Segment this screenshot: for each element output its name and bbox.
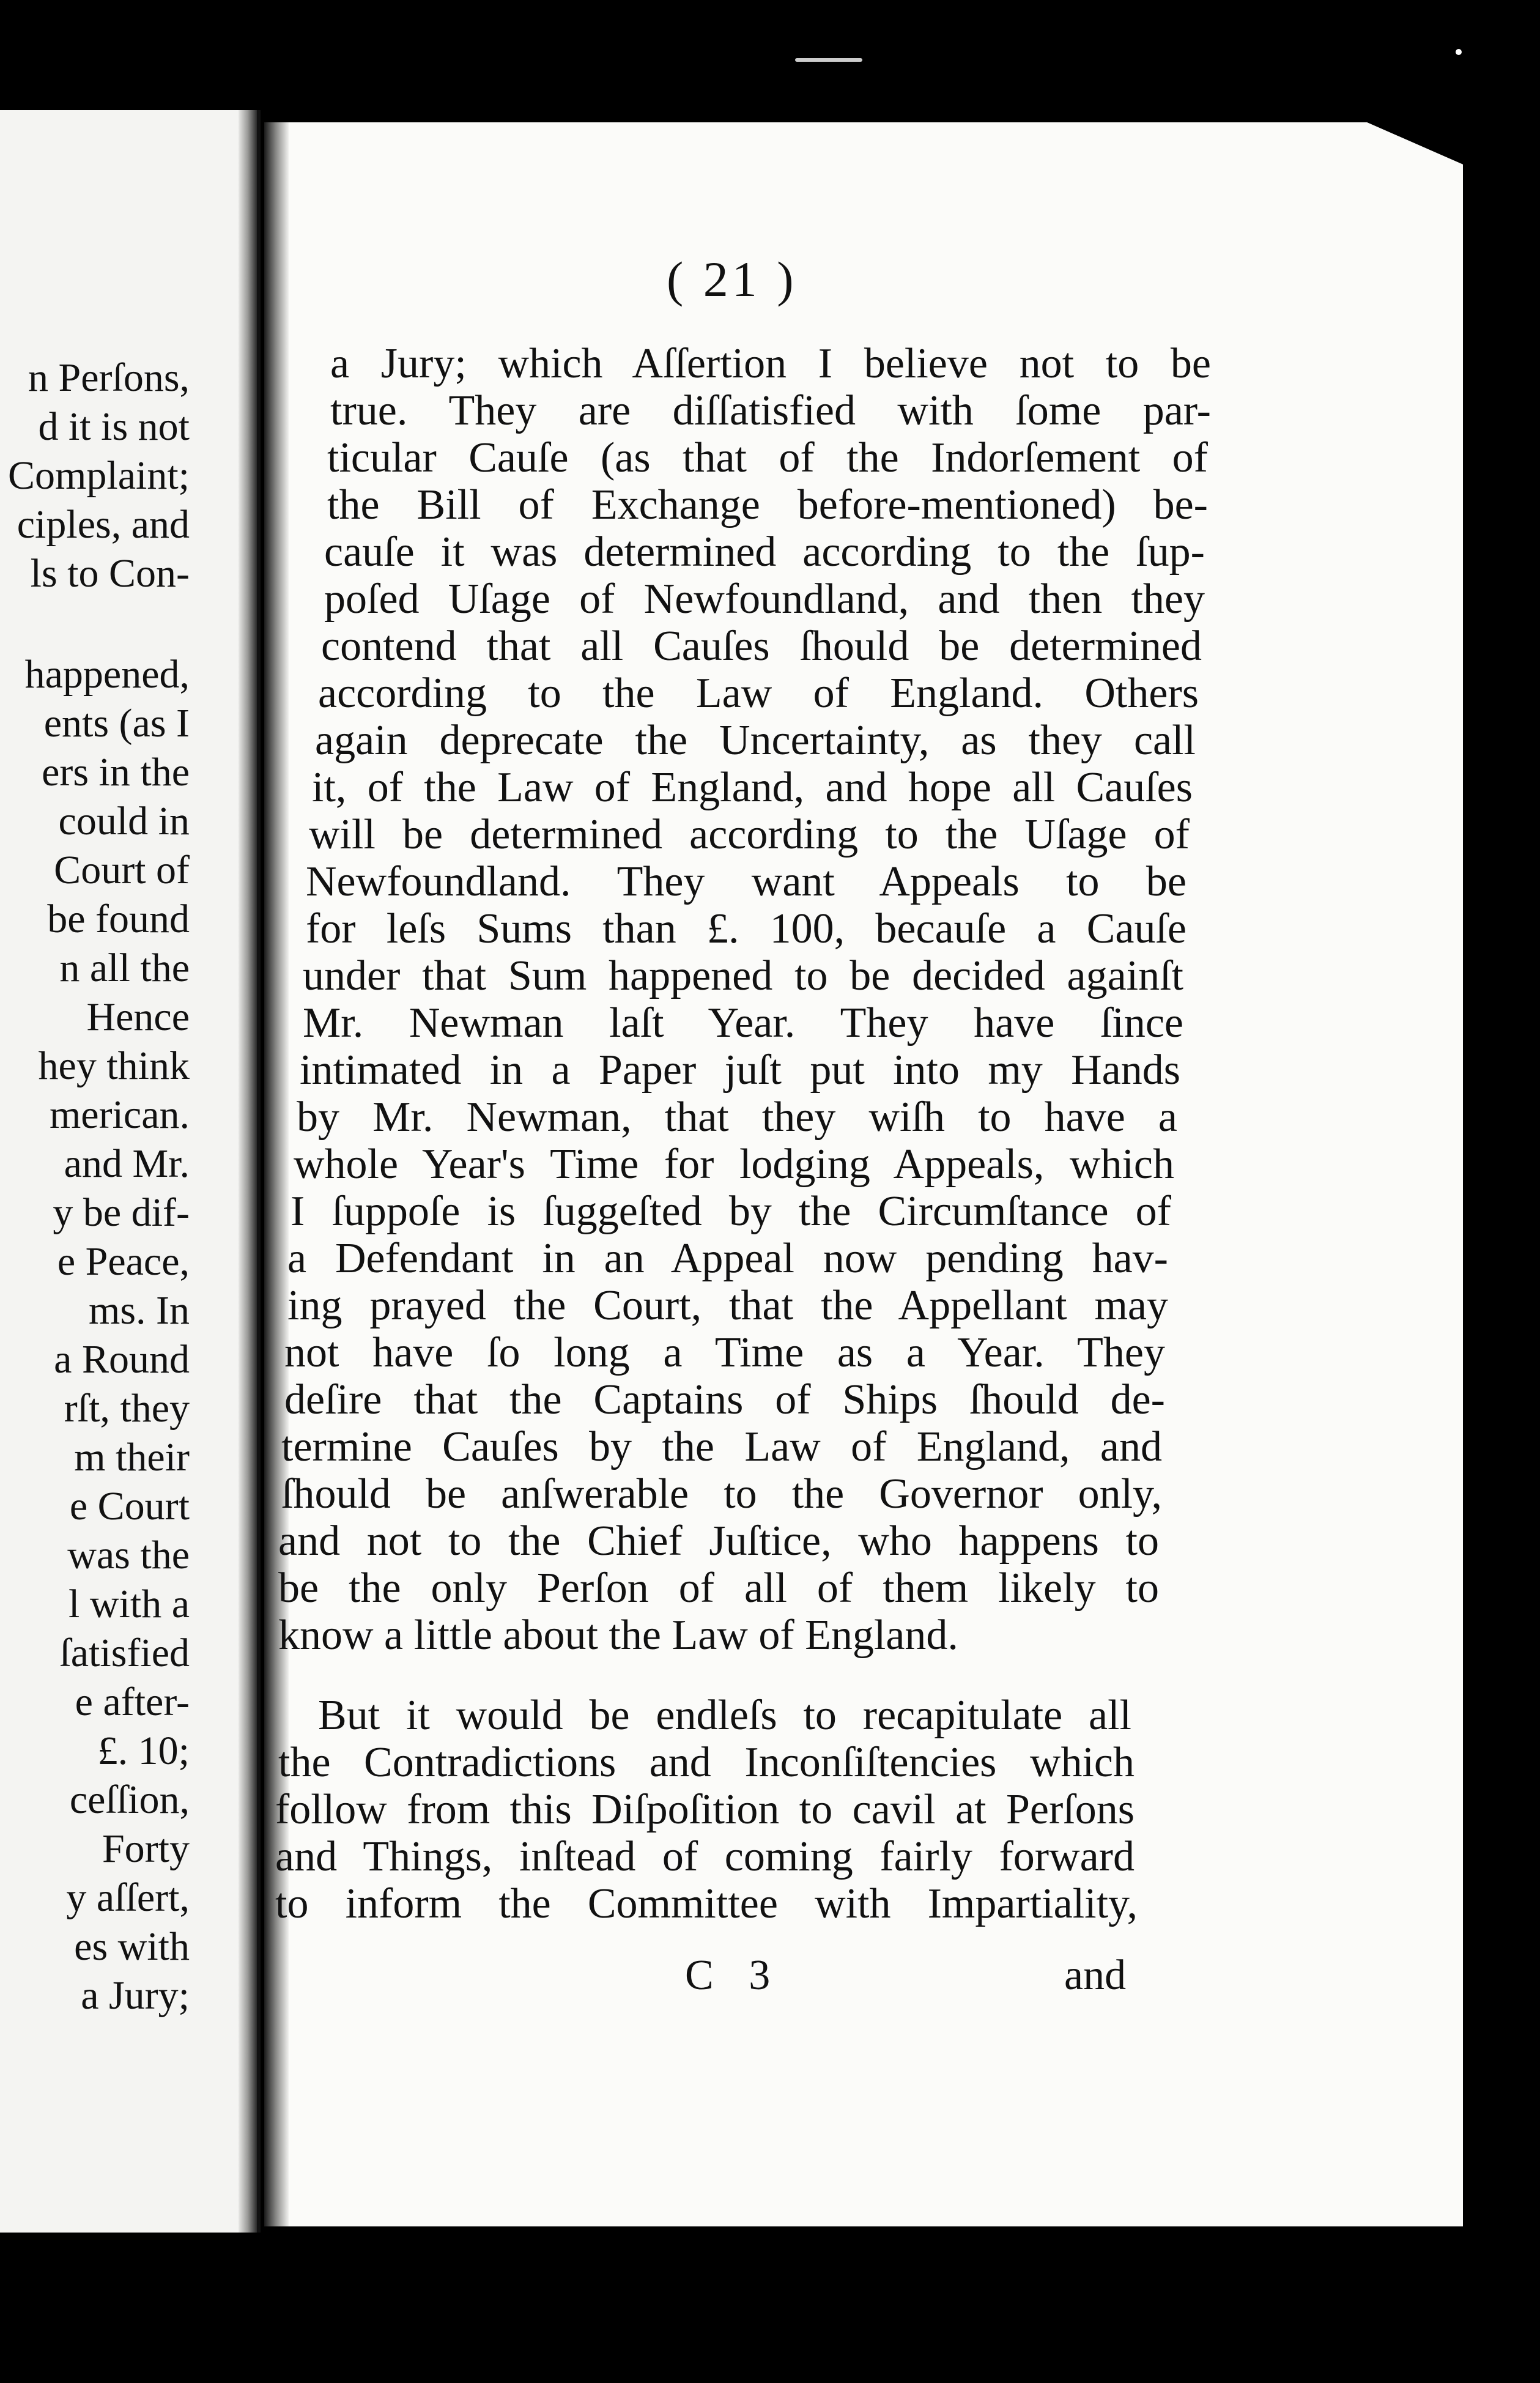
body-line: be the only Perſon of all of them likely to <box>278 1565 1159 1612</box>
body-line: to inform the Committee with Impartiality, <box>275 1880 1138 1927</box>
left-line: n Perſons, <box>28 355 190 400</box>
left-line: Forty <box>102 1826 190 1871</box>
left-line: ceſſion, <box>69 1777 190 1822</box>
left-line: happened, <box>24 652 190 697</box>
body-line: the Contradictions and Inconſiſtencies which <box>278 1739 1135 1786</box>
body-line: will be determined according to the Uſage of <box>309 811 1190 858</box>
left-line: n all the <box>59 946 190 990</box>
left-line: y be dif- <box>53 1190 190 1235</box>
left-gutter-shadow <box>239 110 257 2233</box>
body-line: true. They are diſſatisfied with ſome par- <box>330 387 1211 434</box>
left-line: Hence <box>86 995 190 1039</box>
left-line: and Mr. <box>64 1141 190 1186</box>
body-line: the Bill of Exchange before-mentioned) be- <box>327 481 1208 528</box>
body-line: whole Year's Time for lodging Appeals, which <box>294 1141 1174 1188</box>
left-line: d it is not <box>38 404 190 449</box>
left-line: could in <box>58 799 190 843</box>
body-line: Mr. Newman laſt Year. They have ſince <box>303 999 1183 1047</box>
body-line: poſed Uſage of Newfoundland, and then they <box>324 576 1205 623</box>
signature-mark: C 3 <box>685 1952 783 1999</box>
left-line: es with <box>74 1924 190 1969</box>
left-line: l with a <box>68 1582 190 1626</box>
left-line: was the <box>67 1533 190 1577</box>
body-line: But it would be endleſs to recapitulate all <box>318 1692 1131 1739</box>
left-line: a Jury; <box>81 1973 190 2018</box>
body-line: I ſuppoſe is ſuggeſted by the Circumſtance of <box>291 1188 1171 1235</box>
catchword: and <box>1064 1952 1127 1999</box>
left-line: e after- <box>75 1680 190 1724</box>
body-line: a Defendant in an Appeal now pending hav- <box>287 1235 1168 1282</box>
body-line: termine Cauſes by the Law of England, and <box>281 1423 1162 1470</box>
left-line: e Court <box>69 1484 190 1529</box>
body-line: a Jury; which Aſſertion I believe not to be <box>330 340 1211 387</box>
page-number: ( 21 ) <box>667 251 798 307</box>
left-line: ſatisfied <box>59 1631 190 1675</box>
scan-streak <box>795 58 862 62</box>
body-line: for leſs Sums than £. 100, becauſe a Cauſe <box>306 905 1186 952</box>
body-line: according to the Law of England. Others <box>318 670 1199 717</box>
body-line: and not to the Chief Juſtice, who happens to <box>278 1518 1159 1565</box>
left-line: ms. In <box>89 1288 190 1333</box>
left-line: Complaint; <box>8 453 190 498</box>
left-page-fragment <box>0 110 261 2233</box>
left-line: £. 10; <box>97 1729 190 1773</box>
body-line: deſire that the Captains of Ships ſhould de- <box>284 1376 1165 1423</box>
body-line: and Things, inſtead of coming fairly forward <box>275 1833 1135 1880</box>
left-line: y aſſert, <box>66 1875 190 1920</box>
body-line: cauſe it was determined according to the ſup- <box>324 528 1205 576</box>
body-line: ticular Cauſe (as that of the Indorſement of <box>327 434 1208 481</box>
body-line: by Mr. Newman, that they wiſh to have a <box>297 1094 1177 1141</box>
body-line: ſhould be anſwerable to the Governor only, <box>281 1470 1162 1518</box>
left-line: merican. <box>49 1092 190 1137</box>
body-line: again deprecate the Uncertainty, as they call <box>315 717 1196 764</box>
body-line: intimated in a Paper juſt put into my Hands <box>300 1047 1180 1094</box>
left-line: be found <box>47 897 190 941</box>
scan-speck <box>1456 49 1462 55</box>
body-line: ing prayed the Court, that the Appellant may <box>287 1282 1168 1329</box>
body-line: it, of the Law of England, and hope all Cauſes <box>312 764 1193 811</box>
left-line: m their <box>74 1435 190 1480</box>
left-line: hey think <box>38 1043 190 1088</box>
body-line: Newfoundland. They want Appeals to be <box>306 858 1186 905</box>
left-line: ents (as I <box>43 701 190 746</box>
left-line: ciples, and <box>17 502 190 547</box>
left-line: Court of <box>54 848 190 892</box>
left-line: a Round <box>54 1337 190 1382</box>
body-line: follow from this Diſpoſition to cavil at Perſons <box>275 1786 1135 1833</box>
left-line: e Peace, <box>57 1239 190 1284</box>
body-line: contend that all Cauſes ſhould be determined <box>321 623 1202 670</box>
left-line: rſt, they <box>64 1386 190 1431</box>
body-line: under that Sum happened to be decided againſt <box>303 952 1183 999</box>
left-line: ls to Con- <box>30 551 190 596</box>
body-line: know a little about the Law of England. <box>278 1612 958 1659</box>
body-line: not have ſo long a Time as a Year. They <box>284 1329 1165 1376</box>
left-line: ers in the <box>42 750 190 795</box>
